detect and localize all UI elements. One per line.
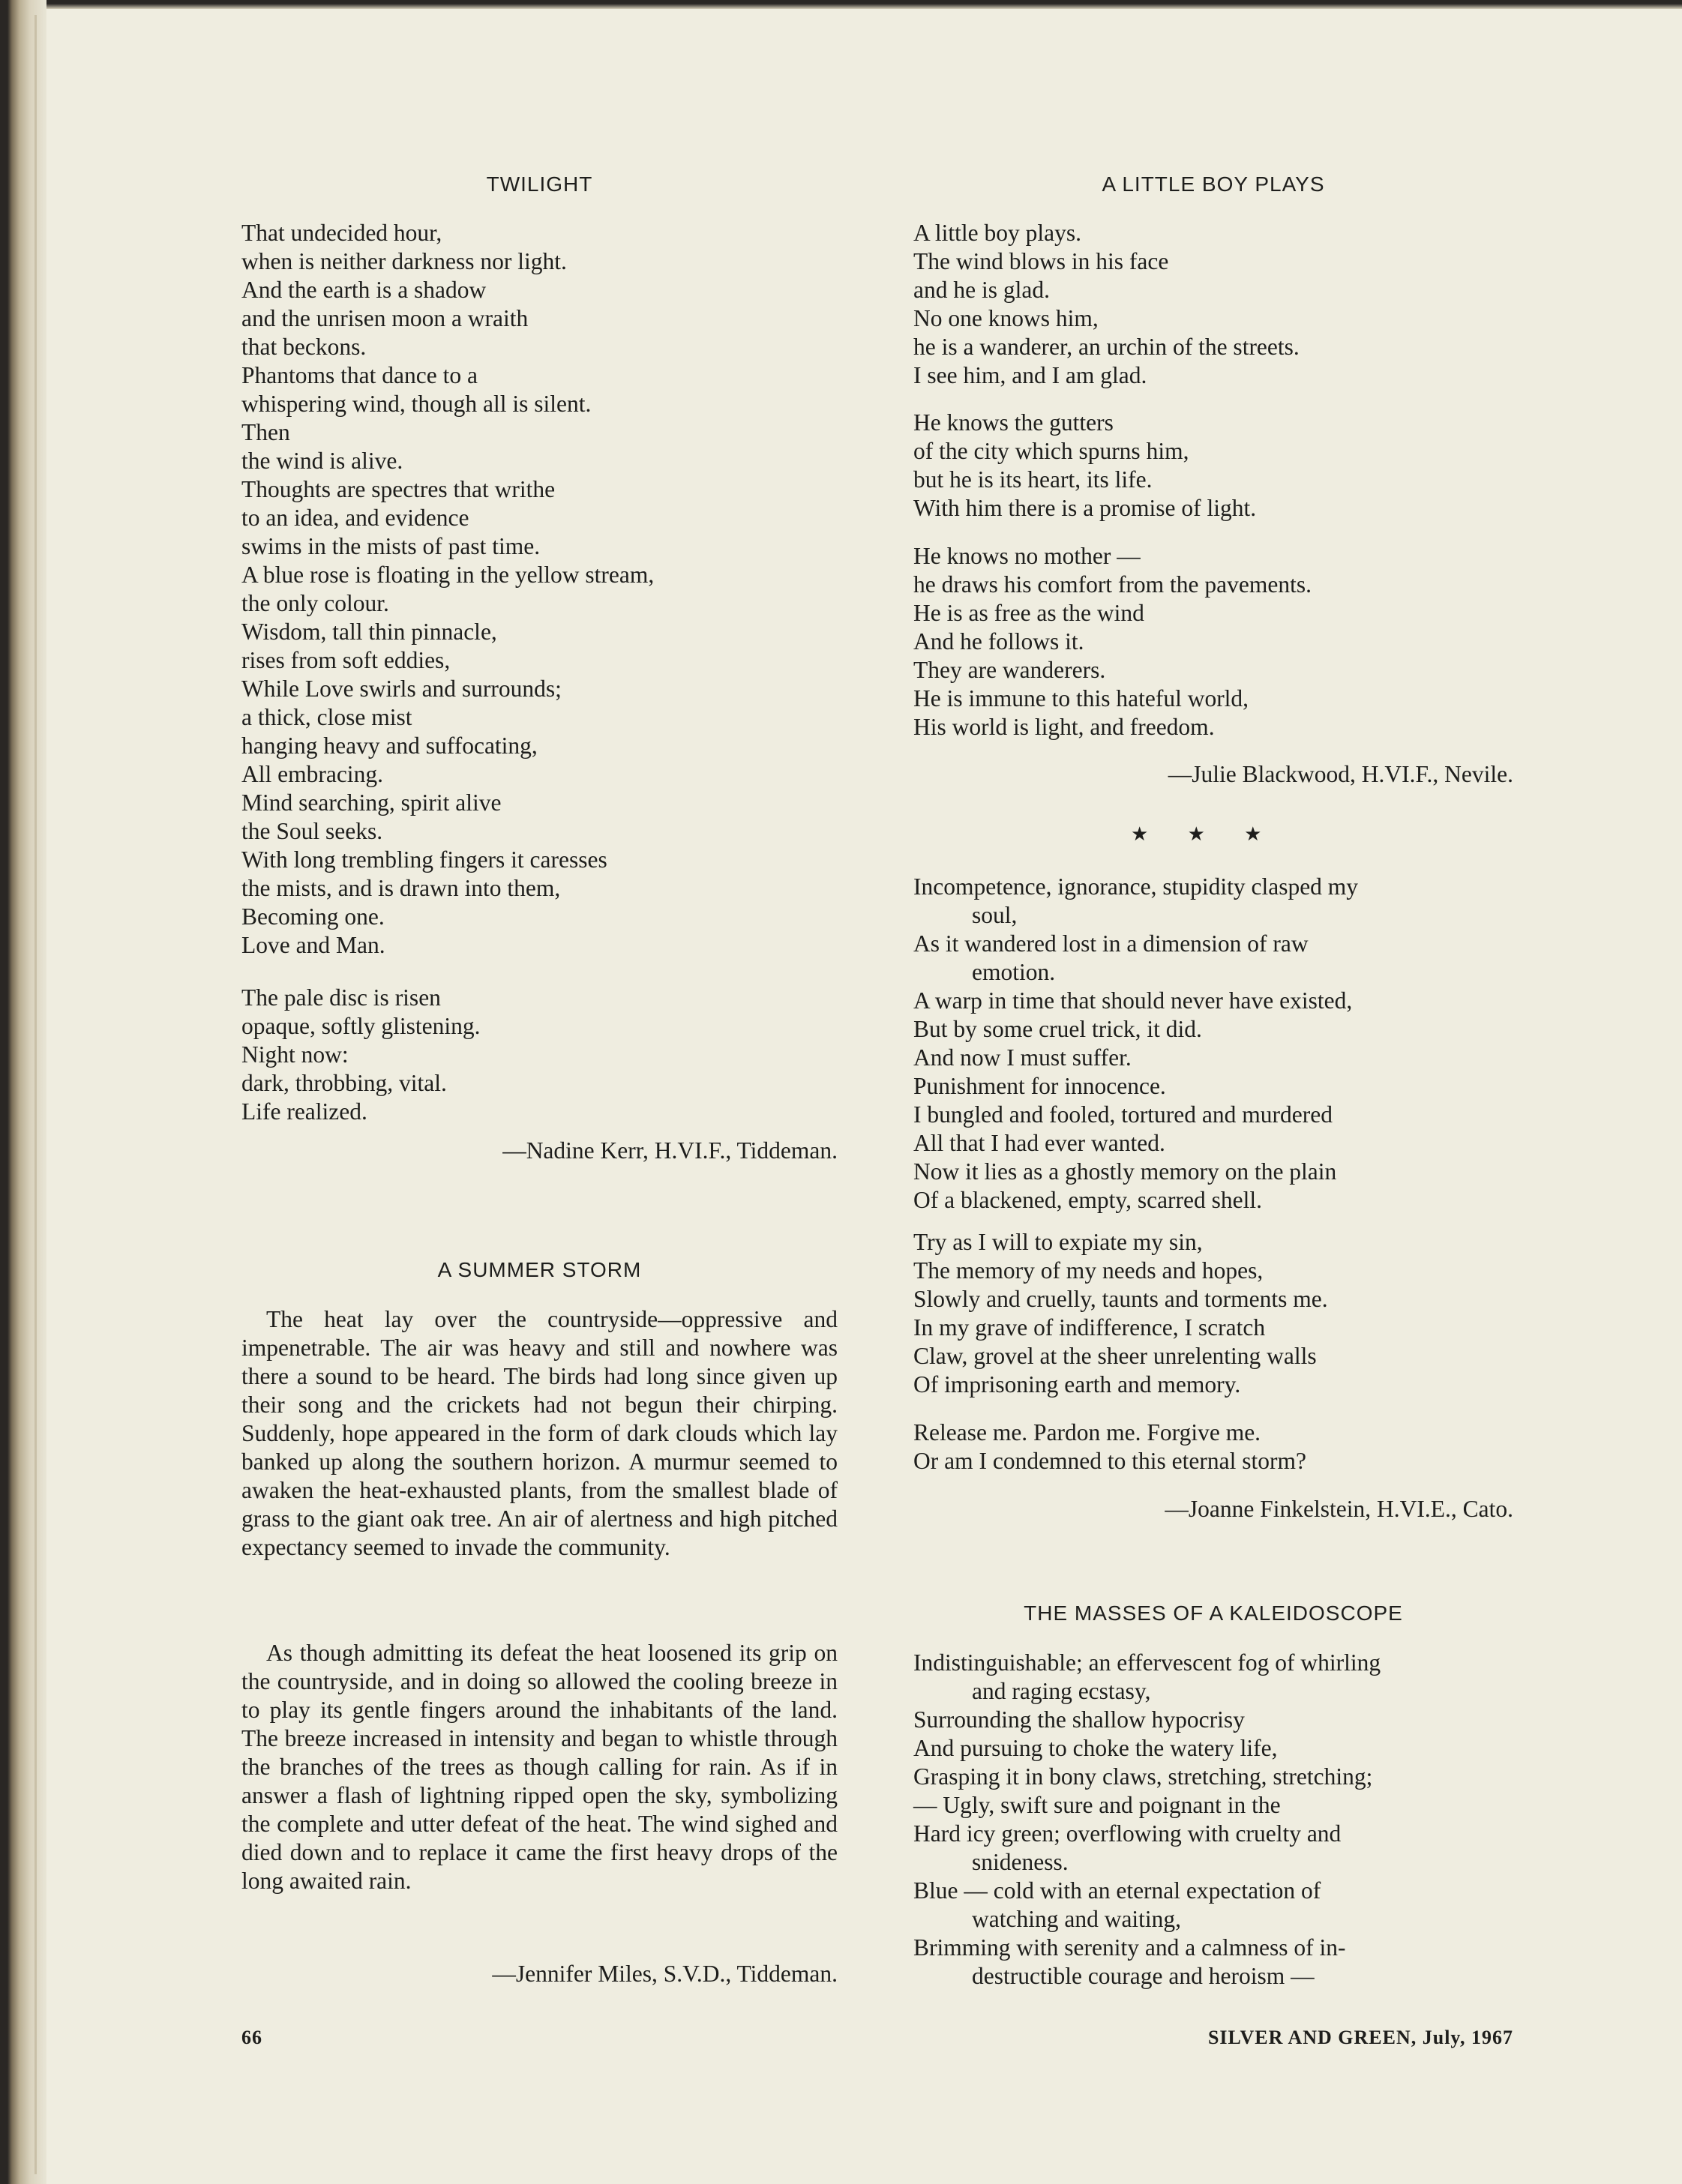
poem-line: — Ugly, swift sure and poignant in the	[913, 1792, 1281, 1818]
untitled-poem-stanza-1	[913, 873, 1358, 1215]
poem-line: he is a wanderer, an urchin of the streets.	[913, 334, 1300, 360]
poem-line: A little boy plays.	[913, 220, 1081, 246]
poem-line: and he is glad.	[913, 277, 1050, 303]
poem-line: swims in the mists of past time.	[241, 533, 541, 559]
poem-line: All embracing.	[241, 761, 383, 787]
star-icon: ★	[1244, 823, 1262, 846]
poem-line: Release me. Pardon me. Forgive me.	[913, 1419, 1261, 1446]
poem-line: hanging heavy and suffocating,	[241, 732, 538, 759]
poem-line: emotion.	[972, 959, 1056, 985]
poem-line: Or am I condemned to this eternal storm?	[913, 1448, 1306, 1474]
little-boy-stanza-2	[913, 409, 1256, 523]
summer-storm-attribution: —Jennifer Miles, S.V.D., Tiddeman.	[492, 1961, 838, 1987]
poem-line: soul,	[972, 902, 1018, 928]
poem-line: He is immune to this hateful world,	[913, 685, 1249, 712]
summer-storm-paragraph-1: The heat lay over the countryside—oppressive and impenetrable. The air was heavy and still and nowhere was there a sound to be heard. The birds had long since given up their song and the crickets had not begun their chirping. Suddenly, hope appeared in the form of dark clouds which lay banked up along the southern horizon. A murmur seemed to awaken the heat-exhausted plants, from the smallest blade of grass to the giant oak tree. An air of alertness and high pitched expectancy seemed to invade the community.	[241, 1306, 838, 1560]
poem-line: He is as free as the wind	[913, 600, 1144, 626]
poem-line: the Soul seeks.	[241, 818, 383, 844]
twilight-title: TWILIGHT	[486, 172, 593, 196]
poem-line: I bungled and fooled, tortured and murdered	[913, 1101, 1333, 1128]
poem-line: rises from soft eddies,	[241, 647, 451, 673]
poem-line: Hard icy green; overflowing with cruelty and	[913, 1820, 1342, 1847]
poem-line: Love and Man.	[241, 932, 385, 958]
poem-line: A warp in time that should never have existed,	[913, 987, 1353, 1014]
poem-line: Night now:	[241, 1041, 349, 1068]
poem-line: With him there is a promise of light.	[913, 495, 1257, 521]
book-binding-edge	[0, 0, 46, 2184]
poem-line: Brimming with serenity and a calmness of in-	[913, 1934, 1346, 1961]
poem-line: I see him, and I am glad.	[913, 362, 1147, 388]
kaleidoscope-title: THE MASSES OF A KALEIDOSCOPE	[1024, 1601, 1403, 1625]
poem-line: Blue — cold with an eternal expectation of	[913, 1877, 1321, 1904]
untitled-poem-attribution: —Joanne Finkelstein, H.VI.E., Cato.	[1165, 1496, 1513, 1522]
poem-line: The pale disc is risen	[241, 984, 441, 1011]
poem-line: He knows no mother —	[913, 543, 1141, 569]
summer-storm-title: A SUMMER STORM	[437, 1258, 642, 1281]
poem-line: the mists, and is drawn into them,	[241, 875, 561, 901]
poem-line: snideness.	[972, 1849, 1069, 1875]
poem-line: Surrounding the shallow hypocrisy	[913, 1706, 1245, 1733]
poem-line: That undecided hour,	[241, 220, 442, 246]
poem-line: of the city which spurns him,	[913, 438, 1189, 464]
little-boy-title: A LITTLE BOY PLAYS	[1102, 172, 1325, 196]
page-number: 66	[241, 2027, 262, 2048]
poem-line: a thick, close mist	[241, 704, 412, 730]
star-icon: ★	[1131, 823, 1149, 846]
poem-line: In my grave of indifference, I scratch	[913, 1314, 1266, 1341]
poem-line: Wisdom, tall thin pinnacle,	[241, 619, 497, 645]
poem-line: opaque, softly glistening.	[241, 1013, 481, 1039]
poem-line: And the earth is a shadow	[241, 277, 487, 303]
poem-line: and the unrisen moon a wraith	[241, 305, 529, 331]
kaleidoscope-lines	[913, 1649, 1381, 1991]
poem-line: he draws his comfort from the pavements.	[913, 571, 1312, 598]
poem-line: Becoming one.	[241, 903, 385, 930]
poem-line: the only colour.	[241, 590, 389, 616]
poem-line: the wind is alive.	[241, 448, 403, 474]
publication-footer: SILVER AND GREEN, July, 1967	[1207, 2027, 1513, 2048]
star-icon: ★	[1187, 823, 1205, 846]
poem-line: The wind blows in his face	[913, 248, 1169, 274]
poem-line: Slowly and cruelly, taunts and torments me.	[913, 1286, 1328, 1312]
poem-line: Mind searching, spirit alive	[241, 789, 502, 816]
poem-line: Life realized.	[241, 1098, 367, 1125]
poem-line: watching and waiting,	[972, 1906, 1182, 1932]
poem-line: to an idea, and evidence	[241, 505, 469, 531]
poem-line: Grasping it in bony claws, stretching, stretching;	[913, 1763, 1373, 1790]
twilight-stanza-1	[241, 219, 654, 960]
poem-line: and raging ecstasy,	[972, 1678, 1151, 1704]
poem-line: Of a blackened, empty, scarred shell.	[913, 1187, 1263, 1213]
poem-line: dark, throbbing, vital.	[241, 1070, 447, 1096]
poem-line: Then	[241, 419, 290, 445]
untitled-poem-stanza-3	[913, 1419, 1306, 1475]
poem-line: While Love swirls and surrounds;	[241, 676, 562, 702]
little-boy-stanza-1	[913, 219, 1300, 390]
poem-line: He knows the gutters	[913, 409, 1114, 436]
summer-storm-paragraph-2: As though admitting its defeat the heat loosened its grip on the countryside, and in doing so allowed the cooling breeze in to play its gentle fingers around the inhabitants of the land. The breeze increased in intensity and began to whistle through the branches of the trees as though calling for rain. As if in answer a flash of lightning ripped open the sky, symbolizing the complete and utter defeat of the heat. The wind sighed and died down and to replace it came the first heavy drops of the long awaited rain.	[241, 1640, 838, 1894]
little-boy-stanza-3	[913, 542, 1312, 741]
twilight-stanza-2	[241, 984, 480, 1126]
twilight-attribution: —Nadine Kerr, H.VI.F., Tiddeman.	[502, 1137, 838, 1164]
poem-line: And pursuing to choke the watery life,	[913, 1735, 1278, 1761]
poem-line: Claw, grovel at the sheer unrelenting walls	[913, 1343, 1317, 1369]
poem-line: And now I must suffer.	[913, 1044, 1132, 1071]
poem-line: All that I had ever wanted.	[913, 1130, 1165, 1156]
poem-line: No one knows him,	[913, 305, 1099, 331]
poem-line: Of imprisoning earth and memory.	[913, 1371, 1241, 1398]
untitled-poem-stanza-2	[913, 1228, 1328, 1399]
poem-line: And he follows it.	[913, 628, 1084, 655]
poem-line: A blue rose is floating in the yellow stream,	[241, 562, 655, 588]
poem-line: when is neither darkness nor light.	[241, 248, 567, 274]
star-separator	[1114, 823, 1278, 846]
poem-line: Try as I will to expiate my sin,	[913, 1229, 1203, 1255]
poem-line: Thoughts are spectres that writhe	[241, 476, 556, 502]
poem-line: With long trembling fingers it caresses	[241, 846, 607, 873]
poem-line: but he is its heart, its life.	[913, 466, 1153, 493]
poem-line: His world is light, and freedom.	[913, 714, 1215, 740]
poem-line: that beckons.	[241, 334, 367, 360]
poem-line: As it wandered lost in a dimension of raw	[913, 930, 1309, 957]
poem-line: whispering wind, though all is silent.	[241, 391, 592, 417]
poem-line: Indistinguishable; an effervescent fog of whirling	[913, 1649, 1381, 1676]
poem-line: destructible courage and heroism —	[972, 1963, 1315, 1989]
little-boy-attribution: —Julie Blackwood, H.VI.F., Nevile.	[1168, 761, 1513, 787]
poem-line: The memory of my needs and hopes,	[913, 1257, 1264, 1284]
poem-line: Punishment for innocence.	[913, 1073, 1166, 1099]
poem-line: But by some cruel trick, it did.	[913, 1016, 1202, 1042]
poem-line: Phantoms that dance to a	[241, 362, 478, 388]
poem-line: They are wanderers.	[913, 657, 1106, 683]
poem-line: Incompetence, ignorance, stupidity clasped my	[913, 873, 1359, 900]
poem-line: Now it lies as a ghostly memory on the plain	[913, 1158, 1337, 1185]
page-top-shadow	[0, 0, 1682, 9]
